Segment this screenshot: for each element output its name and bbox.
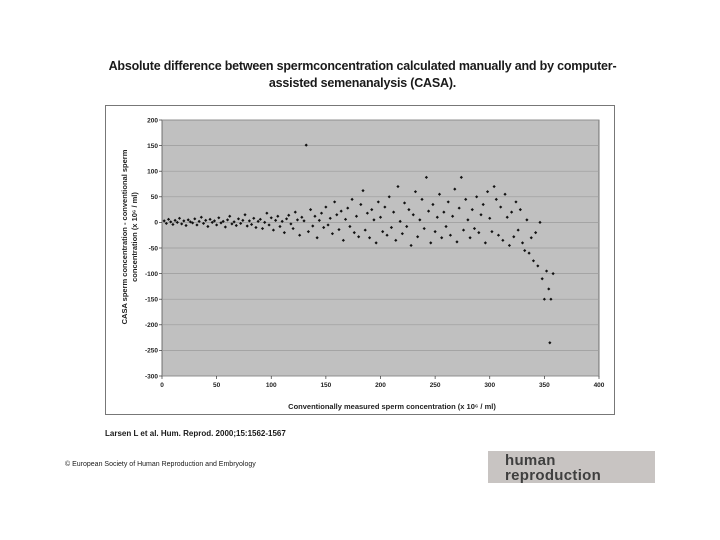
- x-tick-label: 100: [265, 382, 277, 389]
- y-tick-label: 50: [150, 194, 158, 202]
- chart-frame: [105, 105, 615, 415]
- x-axis-label: Conventionally measured sperm concentration (x 10⁶ / ml): [288, 402, 496, 411]
- x-tick-label: 200: [375, 382, 386, 389]
- journal-logo-line1: human: [505, 452, 556, 469]
- x-tick-label: 350: [538, 382, 550, 389]
- y-tick-label: -150: [144, 296, 158, 304]
- y-axis-label-line2: concentration (x 10⁶ / ml): [130, 192, 139, 282]
- figure-title: [95, 58, 630, 92]
- y-axis-label-line1: CASA sperm concentration - conventional sperm: [120, 149, 129, 325]
- y-tick-label: -100: [144, 270, 158, 278]
- x-tick-label: 0: [160, 382, 164, 389]
- x-tick-label: 250: [429, 382, 441, 389]
- figure-title-line1: Absolute difference between spermconcentration calculated manually and by computer-: [108, 59, 617, 73]
- x-tick-label: 150: [320, 382, 332, 389]
- y-tick-label: 100: [147, 168, 158, 176]
- journal-logo: [488, 451, 655, 483]
- citation: Larsen L et al. Hum. Reprod. 2000;15:1562-1567: [105, 429, 286, 438]
- y-tick-label: -200: [144, 322, 158, 330]
- copyright-notice: © European Society of Human Reproduction and Embryology: [65, 461, 256, 468]
- x-tick-label: 300: [484, 382, 496, 389]
- scatter-chart: [105, 105, 615, 415]
- y-tick-label: -250: [144, 347, 158, 355]
- x-tick-label: 400: [593, 382, 605, 389]
- figure-title-line2: assisted semenanalysis (CASA).: [268, 75, 457, 90]
- y-tick-label: 200: [147, 117, 158, 125]
- y-tick-label: -50: [148, 245, 158, 253]
- y-tick-label: -300: [144, 373, 158, 381]
- y-tick-label: 150: [147, 142, 158, 150]
- journal-logo-line2: reproduction: [505, 467, 602, 484]
- x-tick-label: 50: [213, 382, 221, 389]
- y-tick-label: 0: [154, 219, 158, 227]
